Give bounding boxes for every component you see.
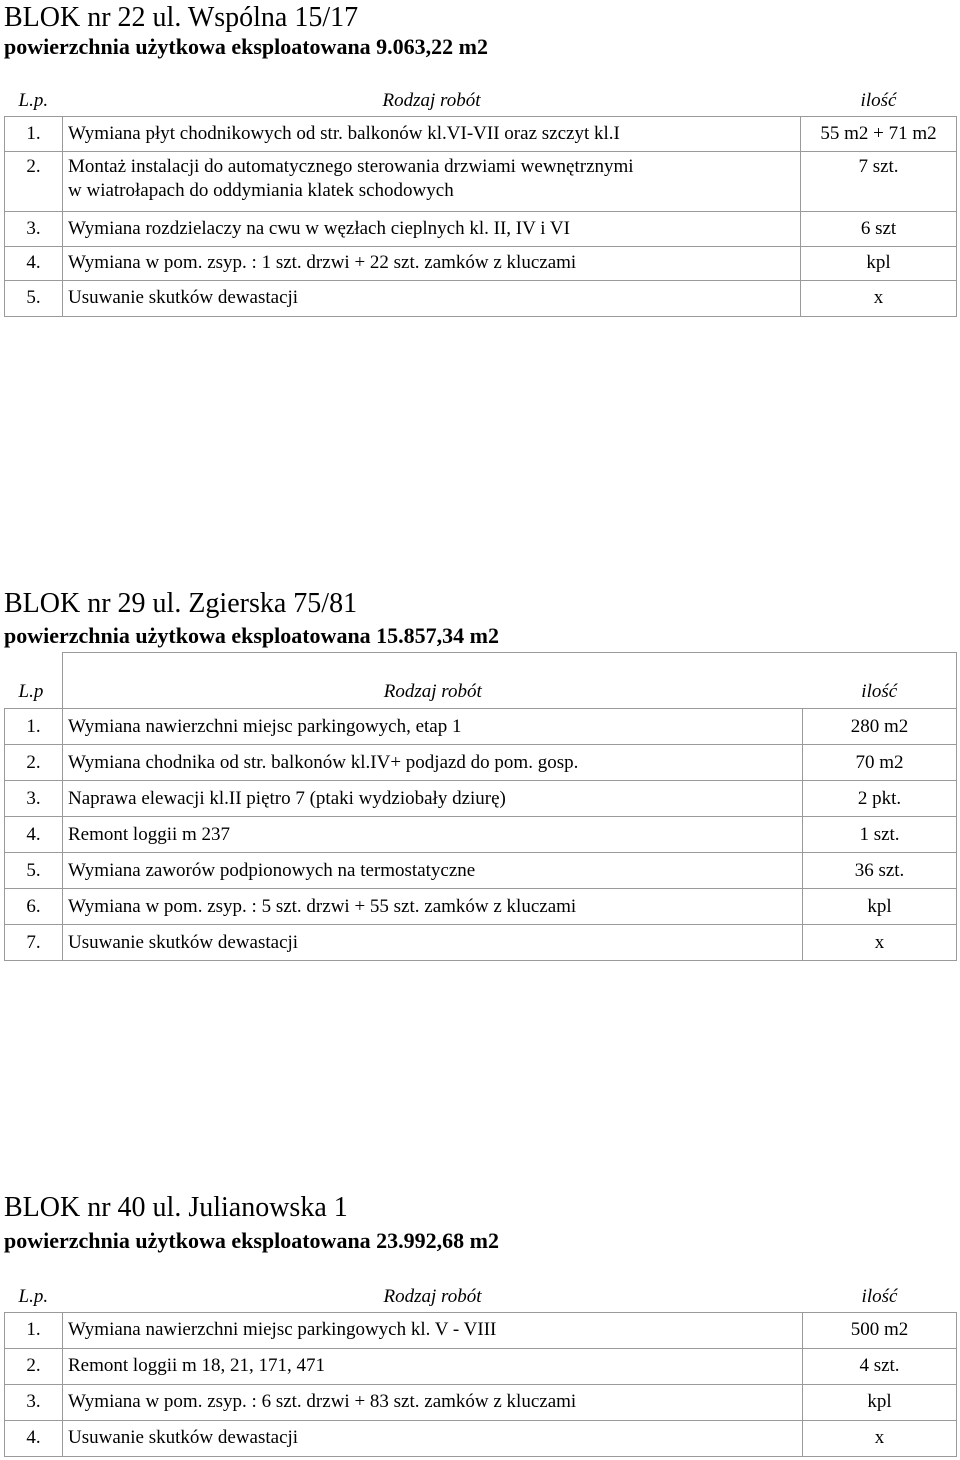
row-lp: 3. (5, 781, 63, 817)
row-qty: x (801, 280, 957, 316)
row-qty: 4 szt. (803, 1348, 957, 1384)
row-lp: 5. (5, 853, 63, 889)
row-lp: 4. (5, 246, 63, 280)
block-area: powierzchnia użytkowa eksploatowana 9.063,22 m2 (4, 34, 489, 59)
row-lp: 2. (5, 745, 63, 781)
block-area: powierzchnia użytkowa eksploatowana 23.992,68 m2 (4, 1228, 500, 1253)
header-work: Rodzaj robót (63, 1282, 803, 1312)
row-lp: 1. (5, 116, 63, 151)
header-qty: ilość (801, 86, 957, 116)
block-title: BLOK nr 40 ul. Julianowska 1 (4, 1192, 348, 1223)
table-row (5, 1312, 957, 1348)
row-work: Wymiana w pom. zsyp. : 1 szt. drzwi + 22 szt. zamków z kluczami (63, 246, 801, 280)
row-qty: kpl (801, 246, 957, 280)
row-lp: 4. (5, 1420, 63, 1456)
header-work: Rodzaj robót (63, 86, 801, 116)
row-qty: 70 m2 (803, 745, 957, 781)
table-row (5, 925, 957, 961)
table-row (5, 1348, 957, 1384)
works-table (4, 1282, 957, 1457)
row-qty: 55 m2 + 71 m2 (801, 116, 957, 151)
row-lp: 2. (5, 151, 63, 211)
row-work: Wymiana nawierzchni miejsc parkingowych kl. V - VIII (63, 1312, 803, 1348)
header-lp: L.p. (5, 1282, 63, 1312)
header-qty: ilość (803, 653, 957, 709)
block-area: powierzchnia użytkowa eksploatowana 15.857,34 m2 (4, 623, 500, 648)
row-lp: 3. (5, 1384, 63, 1420)
table-row (5, 709, 957, 745)
table-header-row (5, 1282, 957, 1312)
row-work-line1: Montaż instalacji do automatycznego sterowania drzwiami wewnętrznymi (68, 155, 634, 177)
row-lp: 2. (5, 1348, 63, 1384)
row-work: Remont loggii m 237 (63, 817, 803, 853)
row-qty: kpl (803, 1384, 957, 1420)
row-qty: 500 m2 (803, 1312, 957, 1348)
row-lp: 5. (5, 280, 63, 316)
row-work: Wymiana chodnika od str. balkonów kl.IV+ podjazd do pom. gosp. (63, 745, 803, 781)
table-row (5, 889, 957, 925)
row-qty: x (803, 925, 957, 961)
row-qty: 2 pkt. (803, 781, 957, 817)
block-title: BLOK nr 29 ul. Zgierska 75/81 (4, 588, 358, 619)
row-work: Wymiana płyt chodnikowych od str. balkonów kl.VI-VII oraz szczyt kl.I (63, 116, 801, 151)
header-lp: L.p. (5, 86, 63, 116)
row-work: Wymiana rozdzielaczy na cwu w węzłach cieplnych kl. II, IV i VI (63, 211, 801, 246)
row-work: Wymiana zaworów podpionowych na termostatyczne (63, 853, 803, 889)
row-work: Wymiana w pom. zsyp. : 5 szt. drzwi + 55 szt. zamków z kluczami (63, 889, 803, 925)
row-work: Usuwanie skutków dewastacji (63, 280, 801, 316)
row-work: Wymiana w pom. zsyp. : 6 szt. drzwi + 83 szt. zamków z kluczami (63, 1384, 803, 1420)
row-work: Wymiana nawierzchni miejsc parkingowych, etap 1 (63, 709, 803, 745)
row-lp: 6. (5, 889, 63, 925)
row-qty: x (803, 1420, 957, 1456)
row-lp: 4. (5, 817, 63, 853)
row-lp: 1. (5, 1312, 63, 1348)
block-title: BLOK nr 22 ul. Wspólna 15/17 (4, 2, 359, 33)
header-lp: L.p (5, 653, 63, 709)
row-qty: 36 szt. (803, 853, 957, 889)
table-header-row (5, 86, 957, 116)
row-work-line2: w wiatrołapach do oddymiania klatek schodowych (68, 179, 454, 201)
row-work: Usuwanie skutków dewastacji (63, 1420, 803, 1456)
table-row (5, 280, 957, 316)
table-row (5, 1420, 957, 1456)
row-work: Remont loggii m 18, 21, 171, 471 (63, 1348, 803, 1384)
row-qty: 7 szt. (801, 151, 957, 211)
table-row (5, 116, 957, 151)
table-row (5, 151, 957, 211)
row-qty: 6 szt (801, 211, 957, 246)
header-work: Rodzaj robót (63, 653, 803, 709)
table-row (5, 246, 957, 280)
works-table (4, 652, 957, 961)
table-row (5, 781, 957, 817)
table-header-row (5, 653, 957, 709)
row-work (63, 151, 801, 211)
row-qty: 280 m2 (803, 709, 957, 745)
header-qty: ilość (803, 1282, 957, 1312)
table-row (5, 1384, 957, 1420)
table-row (5, 817, 957, 853)
row-lp: 1. (5, 709, 63, 745)
row-work: Naprawa elewacji kl.II piętro 7 (ptaki wydziobały dziurę) (63, 781, 803, 817)
table-row (5, 853, 957, 889)
row-lp: 3. (5, 211, 63, 246)
row-lp: 7. (5, 925, 63, 961)
row-work: Usuwanie skutków dewastacji (63, 925, 803, 961)
row-qty: 1 szt. (803, 817, 957, 853)
table-row (5, 745, 957, 781)
table-row (5, 211, 957, 246)
row-qty: kpl (803, 889, 957, 925)
works-table (4, 86, 957, 317)
